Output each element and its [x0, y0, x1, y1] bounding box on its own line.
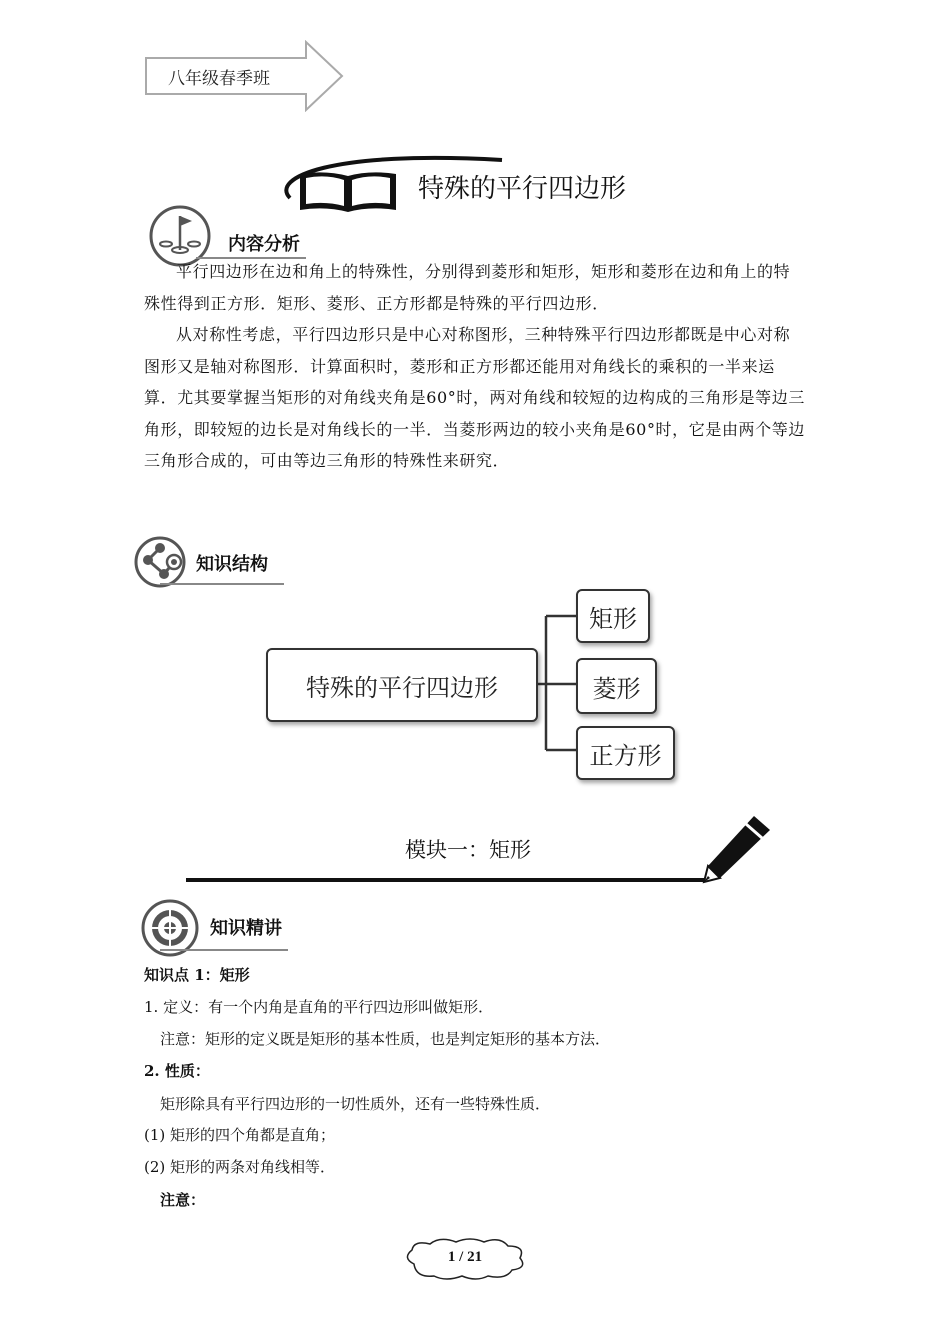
properties-intro: 矩形除具有平行四边形的一切性质外，还有一些特殊性质．	[160, 1095, 551, 1113]
definition: 1. 定义：有一个内角是直角的平行四边形叫做矩形．	[144, 998, 494, 1016]
note-title: 注意：	[160, 1191, 206, 1209]
knowledge-point-title: 知识点 1：矩形	[144, 966, 250, 984]
module-title: 模块一：矩形	[405, 838, 531, 862]
pencil-icon	[700, 812, 774, 886]
tree-connector	[534, 612, 580, 754]
definition-note: 注意：矩形的定义既是矩形的基本性质，也是判定矩形的基本方法．	[160, 1030, 611, 1048]
grade-label: 八年级春季班	[168, 69, 270, 89]
structure-root-node: 特殊的平行四边形	[266, 648, 538, 722]
properties-title: 2. 性质：	[144, 1062, 210, 1080]
page-title: 特殊的平行四边形	[418, 174, 627, 204]
paragraph-1: 平行四边形在边和角上的特殊性，分别得到菱形和矩形，矩形和菱形在边和角上的特殊性得到正方形．矩形、菱形、正方形都是特殊的平行四边形．	[144, 262, 791, 313]
module-underline	[186, 878, 706, 882]
section-label-knowledge-structure: 知识结构	[196, 554, 268, 575]
section-underline	[160, 578, 284, 590]
paragraph-2: 从对称性考虑，平行四边形只是中心对称图形，三种特殊平行四边形都既是中心对称图形又是轴对称图形．计算面积时，菱形和正方形都还能用对角线长的乘积的一半来运算．尤其要掌握当矩形的对角线夹角是60°时，两对角线和较短的边构成的三角形是等边三角形，即较短的边长是对角线长的一半．当菱形两边的较小夹角是60°时，它是由两个等边三角形合成的，可由等边三角形的特殊性来研究．	[144, 325, 805, 470]
structure-node-square: 正方形	[576, 726, 675, 780]
property-2: (2) 矩形的两条对角线相等．	[144, 1158, 336, 1176]
section-underline	[160, 944, 288, 956]
structure-node-rhombus: 菱形	[576, 658, 657, 714]
section-label-content-analysis: 内容分析	[228, 234, 300, 255]
section-label-knowledge-explanation: 知识精讲	[210, 918, 282, 939]
property-1: (1) 矩形的四个角都是直角；	[144, 1126, 336, 1144]
page-number: 1 / 21	[447, 1249, 483, 1265]
structure-node-rectangle: 矩形	[576, 589, 650, 643]
